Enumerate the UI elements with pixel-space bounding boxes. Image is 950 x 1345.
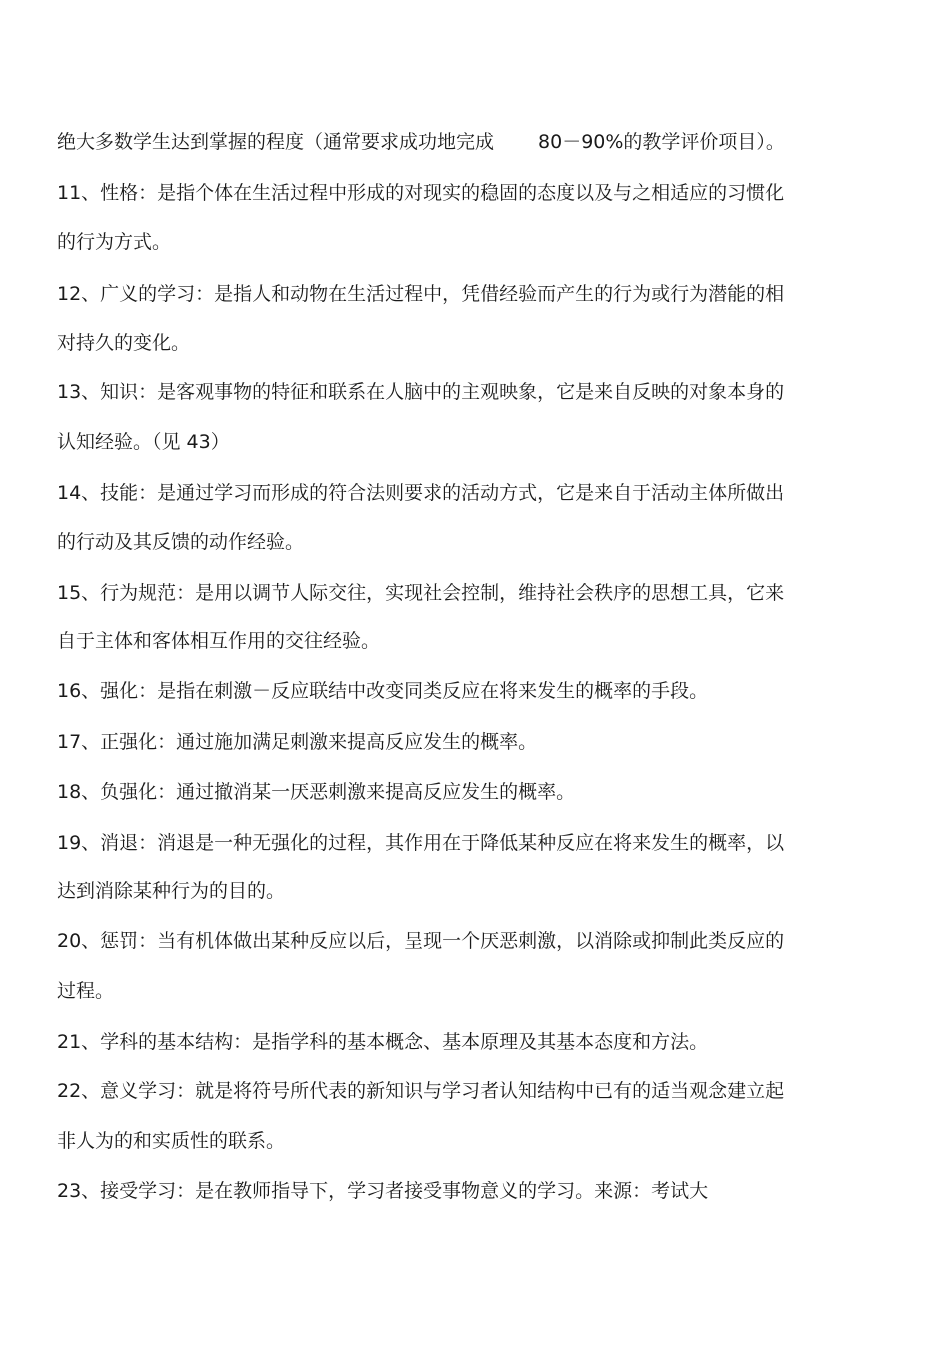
entry-21-line-1: 21、学科的基本结构：是指学科的基本概念、基本原理及其基本态度和方法。 [57,1031,709,1053]
entry-13-line-2: 认知经验。（见 43） [57,431,230,453]
entry-23-line-1: 23、接受学习：是在教师指导下，学习者接受事物意义的学习。来源：考试大 [57,1180,709,1202]
entry-12-line-1: 12、广义的学习：是指人和动物在生活过程中，凭借经验而产生的行为或行为潜能的相 [57,283,785,305]
entry-20-line-2: 过程。 [57,980,115,1002]
entry-18-line-1: 18、负强化：通过撤消某一厌恶刺激来提高反应发生的概率。 [57,781,576,803]
entry-11-line-2: 的行为方式。 [57,231,172,253]
entry-19-line-2: 达到消除某种行为的目的。 [57,880,286,902]
entry-11-line-1: 11、性格：是指个体在生活过程中形成的对现实的稳固的态度以及与之相适应的习惯化 [57,182,785,204]
entry-13-line-1: 13、知识：是客观事物的特征和联系在人脑中的主观映象，它是来自反映的对象本身的 [57,381,785,403]
entry-12-line-2: 对持久的变化。 [57,332,191,354]
entry-20-line-1: 20、惩罚：当有机体做出某种反应以后，呈现一个厌恶刺激，以消除或抑制此类反应的 [57,930,785,952]
entry-22-line-1: 22、意义学习：就是将符号所代表的新知识与学习者认知结构中已有的适当观念建立起 [57,1080,785,1102]
intro-text-part2: 80－90%的教学评价项目）。 [538,131,785,153]
entry-15-line-1: 15、行为规范：是用以调节人际交往，实现社会控制，维持社会秩序的思想工具，它来 [57,582,785,604]
entry-22-line-2: 非人为的和实质性的联系。 [57,1130,286,1152]
entry-14-line-2: 的行动及其反馈的动作经验。 [57,531,305,553]
entry-14-line-1: 14、技能：是通过学习而形成的符合法则要求的活动方式，它是来自于活动主体所做出 [57,482,785,504]
entry-19-line-1: 19、消退：消退是一种无强化的过程，其作用在于降低某种反应在将来发生的概率，以 [57,832,785,854]
intro-text-part1: 绝大多数学生达到掌握的程度（通常要求成功地完成 [57,131,495,153]
entry-15-line-2: 自于主体和客体相互作用的交往经验。 [57,630,381,652]
entry-17-line-1: 17、正强化：通过施加满足刺激来提高反应发生的概率。 [57,731,538,753]
intro-line [57,130,785,154]
entry-16-line-1: 16、强化：是指在刺激－反应联结中改变同类反应在将来发生的概率的手段。 [57,680,709,702]
